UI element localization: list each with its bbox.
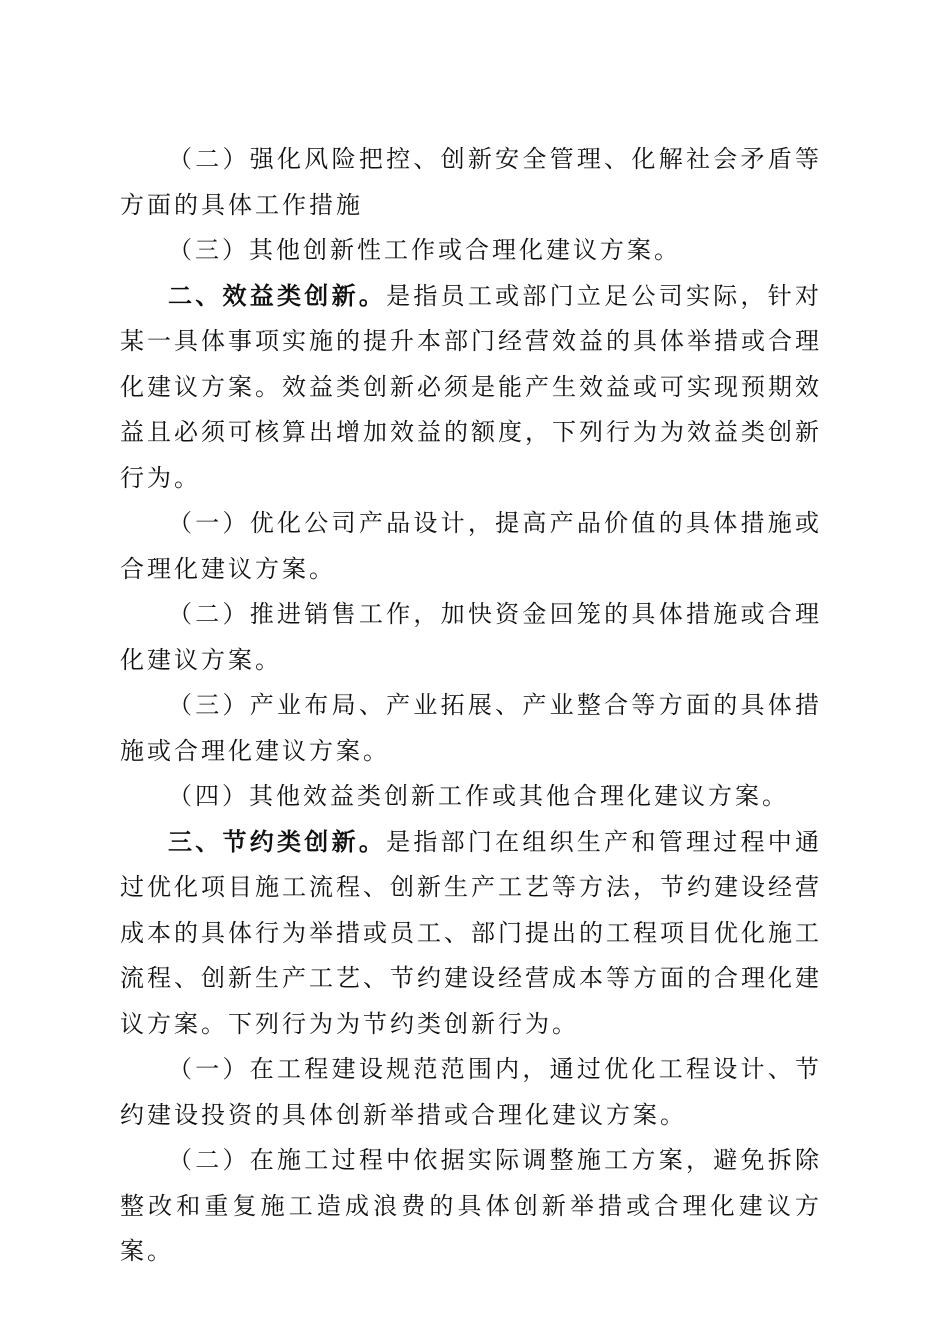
paragraph-product-design bbox=[120, 501, 822, 592]
paragraph-text: 是指部门在组织生产和管理过程中通过优化项目施工流程、创新生产工艺等方法，节约建设经营成本的具体行为举措或员工、部门提出的工程项目优化施工流程、创新生产工艺、节约建设经营成本等方面的合理化建议方案。下列行为为节约类创新行为。 bbox=[120, 827, 823, 1038]
paragraph-text: （二）强化风险把控、创新安全管理、化解社会矛盾等方面的具体工作措施 bbox=[120, 145, 822, 219]
paragraph-risk-control bbox=[120, 137, 822, 228]
paragraph-industry-layout bbox=[120, 683, 822, 774]
paragraph-text: （一）在工程建设规范范围内，通过优化工程设计、节约建设投资的具体创新举措或合理化建议方案。 bbox=[120, 1055, 822, 1129]
paragraph-text: （三）其他创新性工作或合理化建议方案。 bbox=[168, 236, 681, 264]
paragraph-text: （四）其他效益类创新工作或其他合理化建议方案。 bbox=[168, 782, 789, 810]
paragraph-text: （三）产业布局、产业拓展、产业整合等方面的具体措施或合理化建议方案。 bbox=[120, 691, 822, 765]
paragraph-text: （二）在施工过程中依据实际调整施工方案，避免拆除整改和重复施工造成浪费的具体创新举措或合理化建议方案。 bbox=[120, 1146, 822, 1265]
paragraph-other-innovation bbox=[120, 228, 822, 274]
paragraph-sales bbox=[120, 592, 822, 683]
paragraph-text: 是指员工或部门立足公司实际，针对某一具体事项实施的提升本部门经营效益的具体举措或合理化建议方案。效益类创新必须是能产生效益或可实现预期效益且必须可核算出增加效益的额度，下列行为为效益类创新行为。 bbox=[120, 281, 823, 492]
paragraph-text: （一）优化公司产品设计，提高产品价值的具体措施或合理化建议方案。 bbox=[120, 509, 822, 583]
paragraph-construction-adjustment bbox=[120, 1138, 822, 1275]
section-heading: 三、节约类创新。 bbox=[168, 827, 387, 856]
paragraph-engineering-design bbox=[120, 1047, 822, 1138]
paragraph-other-benefit bbox=[120, 774, 822, 820]
paragraph-text: （二）推进销售工作，加快资金回笼的具体措施或合理化建议方案。 bbox=[120, 600, 822, 674]
document-body bbox=[120, 137, 822, 1275]
section-saving-innovation bbox=[120, 820, 822, 1048]
section-benefit-innovation bbox=[120, 274, 822, 502]
section-heading: 二、效益类创新。 bbox=[168, 281, 387, 310]
